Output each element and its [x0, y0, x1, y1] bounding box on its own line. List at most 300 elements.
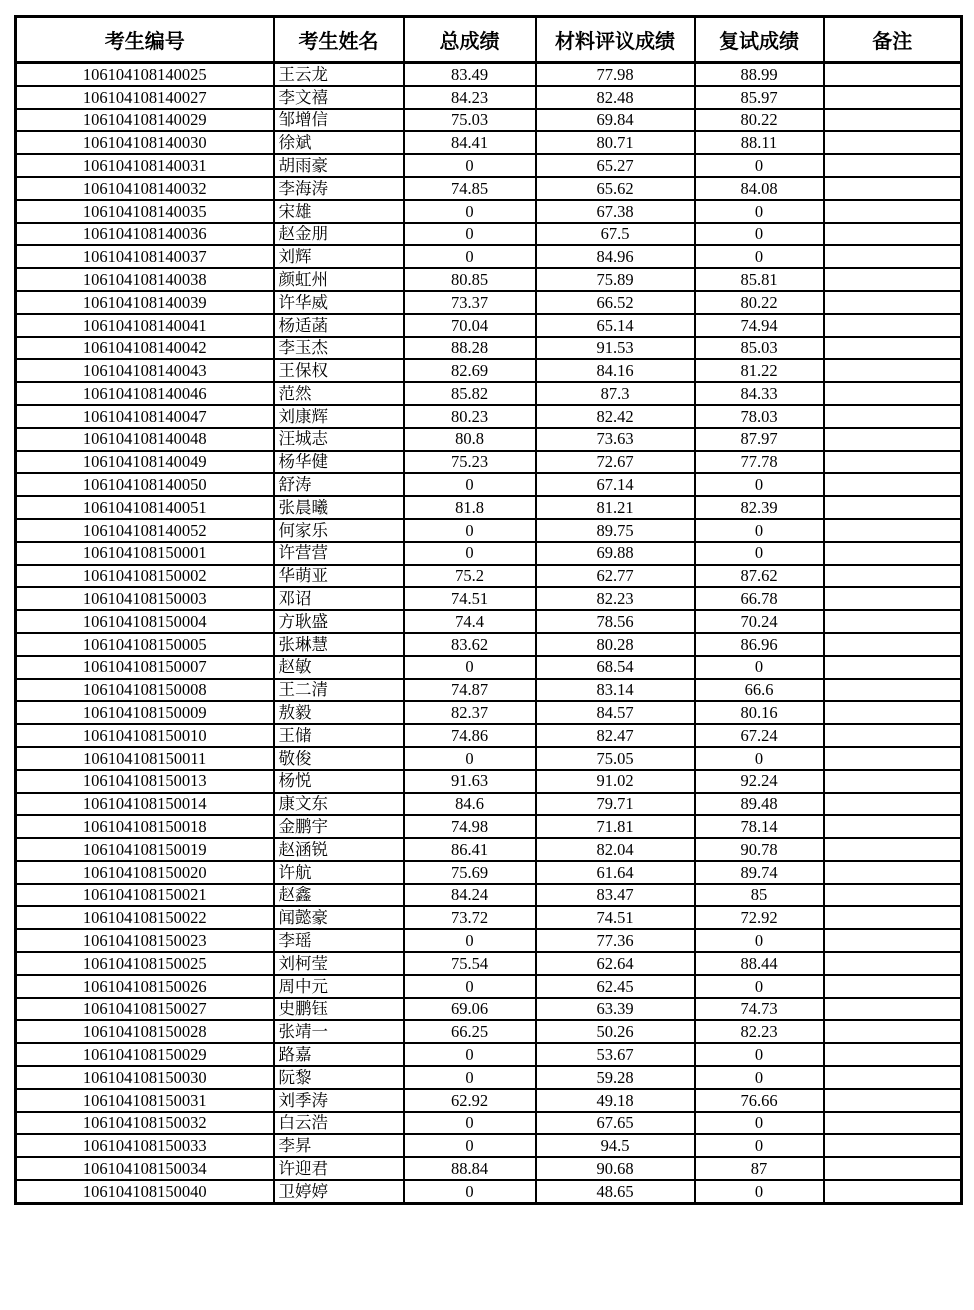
cell-remark	[824, 314, 962, 337]
table-row	[16, 633, 962, 656]
cell-remark	[824, 109, 962, 132]
table-row	[16, 428, 962, 451]
cell-candidate-name: 张晨曦	[274, 496, 404, 519]
cell-material-review-score: 77.98	[536, 63, 695, 86]
cell-candidate-name: 许营营	[274, 542, 404, 565]
table-row	[16, 747, 962, 770]
table-row	[16, 245, 962, 268]
cell-total-score: 80.85	[404, 268, 536, 291]
cell-retest-score: 66.6	[695, 679, 824, 702]
cell-remark	[824, 793, 962, 816]
cell-candidate-name: 李海涛	[274, 177, 404, 200]
cell-candidate-name: 白云浩	[274, 1112, 404, 1135]
cell-candidate-name: 卫婷婷	[274, 1180, 404, 1203]
table-row	[16, 770, 962, 793]
cell-candidate-name: 杨适菡	[274, 314, 404, 337]
cell-remark	[824, 382, 962, 405]
cell-retest-score: 78.03	[695, 405, 824, 428]
cell-material-review-score: 79.71	[536, 793, 695, 816]
cell-remark	[824, 154, 962, 177]
cell-material-review-score: 69.84	[536, 109, 695, 132]
table-row	[16, 359, 962, 382]
cell-material-review-score: 89.75	[536, 519, 695, 542]
cell-remark	[824, 1112, 962, 1135]
cell-retest-score: 85.81	[695, 268, 824, 291]
cell-material-review-score: 82.42	[536, 405, 695, 428]
cell-total-score: 75.69	[404, 861, 536, 884]
cell-retest-score: 0	[695, 975, 824, 998]
cell-candidate-id: 106104108150002	[16, 565, 274, 588]
cell-candidate-name: 李文禧	[274, 86, 404, 109]
table-row	[16, 679, 962, 702]
cell-remark	[824, 1020, 962, 1043]
table-row	[16, 268, 962, 291]
cell-material-review-score: 65.27	[536, 154, 695, 177]
cell-remark	[824, 770, 962, 793]
cell-material-review-score: 66.52	[536, 291, 695, 314]
cell-remark	[824, 838, 962, 861]
table-row	[16, 154, 962, 177]
cell-remark	[824, 861, 962, 884]
cell-candidate-id: 106104108150019	[16, 838, 274, 861]
cell-candidate-name: 王二清	[274, 679, 404, 702]
cell-total-score: 73.37	[404, 291, 536, 314]
cell-remark	[824, 1157, 962, 1180]
cell-total-score: 74.51	[404, 587, 536, 610]
cell-total-score: 0	[404, 223, 536, 246]
cell-retest-score: 0	[695, 200, 824, 223]
cell-retest-score: 0	[695, 542, 824, 565]
table-row	[16, 223, 962, 246]
cell-candidate-id: 106104108140048	[16, 428, 274, 451]
cell-retest-score: 84.33	[695, 382, 824, 405]
table-row	[16, 1134, 962, 1157]
cell-candidate-name: 赵金朋	[274, 223, 404, 246]
cell-candidate-name: 周中元	[274, 975, 404, 998]
cell-total-score: 91.63	[404, 770, 536, 793]
cell-material-review-score: 65.14	[536, 314, 695, 337]
cell-retest-score: 89.74	[695, 861, 824, 884]
cell-material-review-score: 49.18	[536, 1089, 695, 1112]
cell-retest-score: 0	[695, 1112, 824, 1135]
table-row	[16, 314, 962, 337]
cell-retest-score: 0	[695, 656, 824, 679]
cell-material-review-score: 65.62	[536, 177, 695, 200]
cell-candidate-id: 106104108150018	[16, 815, 274, 838]
cell-material-review-score: 63.39	[536, 998, 695, 1021]
cell-candidate-id: 106104108140029	[16, 109, 274, 132]
cell-candidate-id: 106104108140050	[16, 473, 274, 496]
table-row	[16, 337, 962, 360]
cell-total-score: 83.62	[404, 633, 536, 656]
cell-remark	[824, 565, 962, 588]
cell-total-score: 80.8	[404, 428, 536, 451]
cell-remark	[824, 428, 962, 451]
cell-remark	[824, 519, 962, 542]
cell-remark	[824, 451, 962, 474]
cell-total-score: 0	[404, 747, 536, 770]
cell-remark	[824, 747, 962, 770]
cell-retest-score: 88.44	[695, 952, 824, 975]
cell-remark	[824, 975, 962, 998]
cell-remark	[824, 633, 962, 656]
table-row	[16, 929, 962, 952]
table-row	[16, 542, 962, 565]
cell-material-review-score: 90.68	[536, 1157, 695, 1180]
cell-material-review-score: 75.89	[536, 268, 695, 291]
cell-candidate-id: 106104108140025	[16, 63, 274, 86]
cell-material-review-score: 83.14	[536, 679, 695, 702]
cell-retest-score: 84.08	[695, 177, 824, 200]
cell-retest-score: 0	[695, 747, 824, 770]
cell-material-review-score: 62.77	[536, 565, 695, 588]
cell-material-review-score: 77.36	[536, 929, 695, 952]
cell-candidate-name: 汪城志	[274, 428, 404, 451]
cell-material-review-score: 74.51	[536, 906, 695, 929]
cell-retest-score: 80.16	[695, 701, 824, 724]
cell-remark	[824, 1134, 962, 1157]
cell-candidate-id: 106104108140049	[16, 451, 274, 474]
cell-material-review-score: 67.65	[536, 1112, 695, 1135]
cell-candidate-id: 106104108140052	[16, 519, 274, 542]
cell-total-score: 74.85	[404, 177, 536, 200]
cell-total-score: 0	[404, 519, 536, 542]
cell-candidate-id: 106104108150032	[16, 1112, 274, 1135]
cell-material-review-score: 87.3	[536, 382, 695, 405]
cell-remark	[824, 929, 962, 952]
cell-retest-score: 0	[695, 1180, 824, 1203]
cell-candidate-name: 李瑶	[274, 929, 404, 952]
cell-remark	[824, 291, 962, 314]
cell-candidate-id: 106104108140037	[16, 245, 274, 268]
cell-candidate-name: 胡雨豪	[274, 154, 404, 177]
cell-total-score: 0	[404, 975, 536, 998]
cell-total-score: 80.23	[404, 405, 536, 428]
cell-material-review-score: 59.28	[536, 1066, 695, 1089]
table-row	[16, 884, 962, 907]
cell-candidate-id: 106104108150008	[16, 679, 274, 702]
cell-retest-score: 87	[695, 1157, 824, 1180]
cell-candidate-id: 106104108150007	[16, 656, 274, 679]
cell-remark	[824, 998, 962, 1021]
cell-total-score: 84.24	[404, 884, 536, 907]
cell-candidate-name: 杨悦	[274, 770, 404, 793]
cell-remark	[824, 587, 962, 610]
cell-total-score: 82.69	[404, 359, 536, 382]
table-row	[16, 838, 962, 861]
cell-candidate-id: 106104108150026	[16, 975, 274, 998]
cell-candidate-id: 106104108150021	[16, 884, 274, 907]
table-row	[16, 724, 962, 747]
cell-material-review-score: 84.57	[536, 701, 695, 724]
cell-material-review-score: 82.47	[536, 724, 695, 747]
cell-remark	[824, 952, 962, 975]
table-row	[16, 131, 962, 154]
table-row	[16, 1043, 962, 1066]
cell-retest-score: 78.14	[695, 815, 824, 838]
cell-retest-score: 67.24	[695, 724, 824, 747]
cell-total-score: 85.82	[404, 382, 536, 405]
table-row	[16, 519, 962, 542]
cell-total-score: 84.23	[404, 86, 536, 109]
table-row	[16, 656, 962, 679]
cell-candidate-name: 方耿盛	[274, 610, 404, 633]
cell-candidate-name: 舒涛	[274, 473, 404, 496]
cell-material-review-score: 80.71	[536, 131, 695, 154]
cell-candidate-id: 106104108150009	[16, 701, 274, 724]
cell-retest-score: 81.22	[695, 359, 824, 382]
cell-candidate-name: 华萌亚	[274, 565, 404, 588]
cell-remark	[824, 405, 962, 428]
table-header-row	[16, 17, 962, 63]
cell-total-score: 75.2	[404, 565, 536, 588]
cell-material-review-score: 83.47	[536, 884, 695, 907]
cell-candidate-name: 范然	[274, 382, 404, 405]
cell-candidate-name: 徐斌	[274, 131, 404, 154]
cell-retest-score: 85	[695, 884, 824, 907]
cell-candidate-name: 刘康辉	[274, 405, 404, 428]
cell-candidate-name: 张琳慧	[274, 633, 404, 656]
cell-material-review-score: 72.67	[536, 451, 695, 474]
table-row	[16, 1157, 962, 1180]
table-row	[16, 701, 962, 724]
table-row	[16, 975, 962, 998]
cell-retest-score: 74.94	[695, 314, 824, 337]
cell-candidate-id: 106104108150014	[16, 793, 274, 816]
cell-candidate-name: 邓诏	[274, 587, 404, 610]
cell-retest-score: 80.22	[695, 291, 824, 314]
cell-material-review-score: 62.45	[536, 975, 695, 998]
cell-remark	[824, 200, 962, 223]
header-remark: 备注	[824, 17, 962, 63]
table-row	[16, 1112, 962, 1135]
cell-material-review-score: 71.81	[536, 815, 695, 838]
cell-remark	[824, 1066, 962, 1089]
table-row	[16, 793, 962, 816]
cell-material-review-score: 62.64	[536, 952, 695, 975]
cell-candidate-id: 106104108140036	[16, 223, 274, 246]
cell-retest-score: 66.78	[695, 587, 824, 610]
cell-total-score: 66.25	[404, 1020, 536, 1043]
cell-total-score: 81.8	[404, 496, 536, 519]
cell-retest-score: 80.22	[695, 109, 824, 132]
cell-retest-score: 0	[695, 473, 824, 496]
cell-candidate-name: 刘季涛	[274, 1089, 404, 1112]
cell-candidate-id: 106104108150034	[16, 1157, 274, 1180]
cell-candidate-id: 106104108150013	[16, 770, 274, 793]
cell-material-review-score: 84.96	[536, 245, 695, 268]
cell-material-review-score: 67.38	[536, 200, 695, 223]
cell-remark	[824, 679, 962, 702]
cell-retest-score: 0	[695, 929, 824, 952]
header-total-score: 总成绩	[404, 17, 536, 63]
cell-candidate-name: 康文东	[274, 793, 404, 816]
cell-total-score: 0	[404, 542, 536, 565]
cell-candidate-name: 赵敏	[274, 656, 404, 679]
cell-candidate-name: 敖毅	[274, 701, 404, 724]
cell-candidate-name: 何家乐	[274, 519, 404, 542]
cell-candidate-id: 106104108150001	[16, 542, 274, 565]
cell-total-score: 74.87	[404, 679, 536, 702]
cell-total-score: 84.6	[404, 793, 536, 816]
cell-candidate-name: 颜虹州	[274, 268, 404, 291]
cell-total-score: 0	[404, 245, 536, 268]
cell-total-score: 0	[404, 656, 536, 679]
cell-candidate-id: 106104108140043	[16, 359, 274, 382]
cell-material-review-score: 82.48	[536, 86, 695, 109]
cell-candidate-name: 许航	[274, 861, 404, 884]
cell-material-review-score: 82.23	[536, 587, 695, 610]
cell-total-score: 84.41	[404, 131, 536, 154]
cell-remark	[824, 496, 962, 519]
table-row	[16, 63, 962, 86]
table-row	[16, 451, 962, 474]
cell-retest-score: 0	[695, 223, 824, 246]
cell-material-review-score: 68.54	[536, 656, 695, 679]
cell-retest-score: 89.48	[695, 793, 824, 816]
cell-remark	[824, 245, 962, 268]
header-retest-score: 复试成绩	[695, 17, 824, 63]
cell-candidate-id: 106104108140027	[16, 86, 274, 109]
cell-candidate-name: 许迎君	[274, 1157, 404, 1180]
cell-material-review-score: 91.02	[536, 770, 695, 793]
cell-material-review-score: 91.53	[536, 337, 695, 360]
cell-material-review-score: 81.21	[536, 496, 695, 519]
cell-total-score: 82.37	[404, 701, 536, 724]
cell-candidate-name: 赵涵锐	[274, 838, 404, 861]
cell-retest-score: 88.99	[695, 63, 824, 86]
cell-candidate-id: 106104108140031	[16, 154, 274, 177]
cell-material-review-score: 80.28	[536, 633, 695, 656]
cell-total-score: 69.06	[404, 998, 536, 1021]
cell-material-review-score: 67.5	[536, 223, 695, 246]
cell-candidate-id: 106104108150004	[16, 610, 274, 633]
table-row	[16, 291, 962, 314]
table-row	[16, 815, 962, 838]
cell-candidate-name: 史鹏钰	[274, 998, 404, 1021]
cell-material-review-score: 75.05	[536, 747, 695, 770]
cell-candidate-id: 106104108150010	[16, 724, 274, 747]
cell-total-score: 0	[404, 1066, 536, 1089]
cell-retest-score: 85.97	[695, 86, 824, 109]
table-row	[16, 109, 962, 132]
table-row	[16, 1089, 962, 1112]
table-row	[16, 998, 962, 1021]
cell-candidate-name: 许华威	[274, 291, 404, 314]
table-row	[16, 1066, 962, 1089]
cell-retest-score: 74.73	[695, 998, 824, 1021]
cell-retest-score: 87.97	[695, 428, 824, 451]
table-row	[16, 610, 962, 633]
cell-retest-score: 0	[695, 154, 824, 177]
cell-candidate-id: 106104108140038	[16, 268, 274, 291]
cell-remark	[824, 131, 962, 154]
candidate-score-table	[14, 15, 963, 1205]
table-row	[16, 952, 962, 975]
cell-material-review-score: 84.16	[536, 359, 695, 382]
cell-remark	[824, 63, 962, 86]
cell-candidate-id: 106104108140042	[16, 337, 274, 360]
cell-total-score: 83.49	[404, 63, 536, 86]
cell-total-score: 73.72	[404, 906, 536, 929]
header-material-review-score: 材料评议成绩	[536, 17, 695, 63]
cell-candidate-name: 敬俊	[274, 747, 404, 770]
header-candidate-id: 考生编号	[16, 17, 274, 63]
cell-candidate-id: 106104108150030	[16, 1066, 274, 1089]
cell-remark	[824, 724, 962, 747]
cell-retest-score: 92.24	[695, 770, 824, 793]
cell-material-review-score: 48.65	[536, 1180, 695, 1203]
cell-candidate-name: 邹增信	[274, 109, 404, 132]
cell-candidate-name: 张靖一	[274, 1020, 404, 1043]
cell-candidate-id: 106104108140039	[16, 291, 274, 314]
cell-material-review-score: 67.14	[536, 473, 695, 496]
cell-retest-score: 0	[695, 1134, 824, 1157]
cell-candidate-id: 106104108150011	[16, 747, 274, 770]
cell-candidate-name: 宋雄	[274, 200, 404, 223]
cell-remark	[824, 473, 962, 496]
cell-material-review-score: 69.88	[536, 542, 695, 565]
cell-total-score: 0	[404, 473, 536, 496]
cell-candidate-id: 106104108140041	[16, 314, 274, 337]
cell-candidate-name: 阮黎	[274, 1066, 404, 1089]
cell-total-score: 88.28	[404, 337, 536, 360]
cell-candidate-name: 路嘉	[274, 1043, 404, 1066]
table-row	[16, 382, 962, 405]
cell-total-score: 62.92	[404, 1089, 536, 1112]
cell-total-score: 0	[404, 154, 536, 177]
cell-remark	[824, 1043, 962, 1066]
cell-material-review-score: 82.04	[536, 838, 695, 861]
cell-candidate-name: 金鹏宇	[274, 815, 404, 838]
cell-material-review-score: 61.64	[536, 861, 695, 884]
cell-remark	[824, 268, 962, 291]
cell-material-review-score: 94.5	[536, 1134, 695, 1157]
cell-remark	[824, 884, 962, 907]
cell-total-score: 74.4	[404, 610, 536, 633]
cell-retest-score: 0	[695, 245, 824, 268]
cell-retest-score: 76.66	[695, 1089, 824, 1112]
cell-retest-score: 85.03	[695, 337, 824, 360]
cell-remark	[824, 815, 962, 838]
cell-total-score: 0	[404, 1112, 536, 1135]
cell-candidate-id: 106104108140035	[16, 200, 274, 223]
cell-total-score: 0	[404, 1180, 536, 1203]
cell-retest-score: 77.78	[695, 451, 824, 474]
cell-candidate-id: 106104108150028	[16, 1020, 274, 1043]
cell-total-score: 74.86	[404, 724, 536, 747]
cell-total-score: 86.41	[404, 838, 536, 861]
cell-retest-score: 0	[695, 1066, 824, 1089]
cell-candidate-name: 王云龙	[274, 63, 404, 86]
cell-remark	[824, 1089, 962, 1112]
cell-retest-score: 87.62	[695, 565, 824, 588]
cell-candidate-id: 106104108150025	[16, 952, 274, 975]
cell-candidate-name: 刘辉	[274, 245, 404, 268]
cell-remark	[824, 610, 962, 633]
table-row	[16, 565, 962, 588]
cell-total-score: 0	[404, 1043, 536, 1066]
cell-total-score: 0	[404, 929, 536, 952]
table-row	[16, 1020, 962, 1043]
cell-candidate-name: 赵鑫	[274, 884, 404, 907]
cell-candidate-id: 106104108140051	[16, 496, 274, 519]
cell-retest-score: 82.39	[695, 496, 824, 519]
table-row	[16, 587, 962, 610]
cell-candidate-id: 106104108150003	[16, 587, 274, 610]
cell-remark	[824, 337, 962, 360]
cell-remark	[824, 177, 962, 200]
